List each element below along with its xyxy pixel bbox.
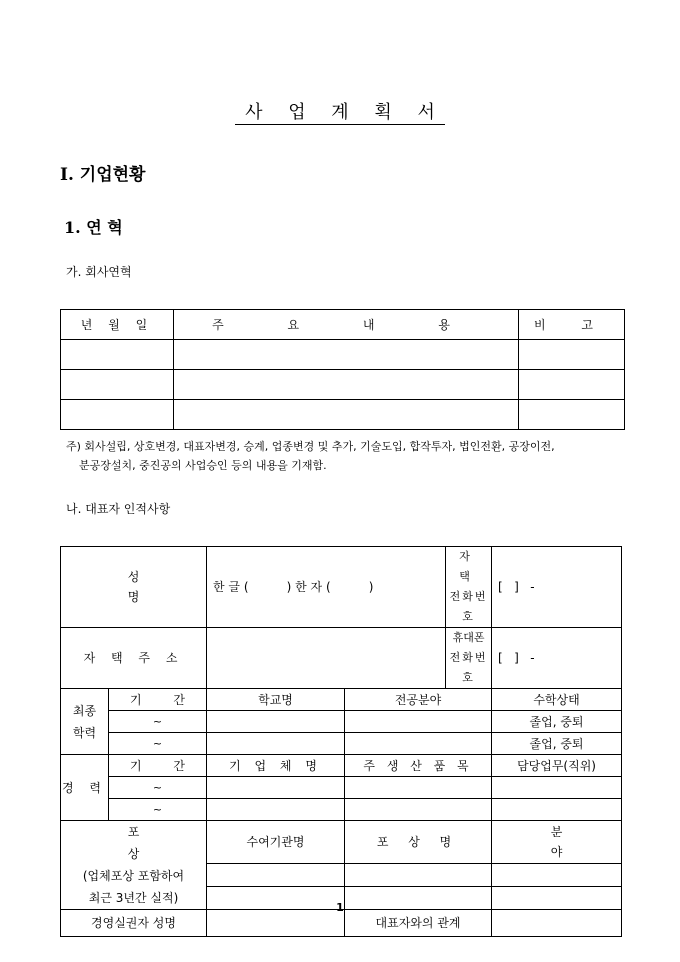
award-org-label: 수여기관명 — [207, 821, 345, 864]
table-row — [61, 400, 625, 430]
home-phone-label-1: 자 택 — [459, 550, 478, 583]
career-header-row — [61, 755, 622, 777]
education-header-row — [61, 689, 622, 711]
award-header-row — [61, 821, 622, 864]
period-field[interactable]: ~ — [109, 799, 207, 821]
table-header-row — [61, 310, 625, 340]
graduation-status[interactable]: 졸업, 중퇴 — [492, 711, 622, 733]
company-field[interactable] — [207, 777, 345, 799]
home-phone-field[interactable]: [ ] - — [492, 547, 622, 628]
mobile-label — [446, 628, 492, 689]
school-label: 학교명 — [207, 689, 345, 711]
remarks-cell[interactable] — [519, 370, 625, 400]
home-phone-label-2: 전화번호 — [449, 590, 488, 623]
award-name-field[interactable] — [345, 863, 492, 886]
document-title — [0, 98, 680, 124]
remarks-cell[interactable] — [519, 340, 625, 370]
mobile-field[interactable]: [ ] - — [492, 628, 622, 689]
content-cell[interactable] — [174, 370, 519, 400]
major-label: 전공분야 — [345, 689, 492, 711]
period-field[interactable]: ~ — [109, 733, 207, 755]
table-row — [61, 370, 625, 400]
career-period-label: 기 간 — [109, 755, 207, 777]
address-label: 자 택 주 소 — [61, 628, 207, 689]
relation-label: 대표자와의 관계 — [345, 910, 492, 937]
document-title-text: 사 업 계 획 서 — [235, 102, 445, 125]
table-row — [61, 777, 622, 799]
graduation-status[interactable]: 졸업, 중퇴 — [492, 733, 622, 755]
school-field[interactable] — [207, 733, 345, 755]
section-heading-company-status: Ⅰ. 기업현황 — [60, 165, 146, 185]
award-label — [61, 821, 207, 910]
award-category-field[interactable] — [492, 863, 622, 886]
duty-label: 담당업무(직위) — [492, 755, 622, 777]
name-label: 성 명 — [61, 547, 207, 628]
award-field-label: 분 야 — [492, 821, 622, 864]
table-row — [61, 733, 622, 755]
table-row — [61, 711, 622, 733]
education-period-label: 기 간 — [109, 689, 207, 711]
main-product-label: 주 생 산 품 목 — [345, 755, 492, 777]
duty-field[interactable] — [492, 777, 622, 799]
note-line: 분공장설치, 중진공의 사업승인 등의 내용을 기재함. — [79, 459, 327, 472]
major-field[interactable] — [345, 711, 492, 733]
address-field[interactable] — [207, 628, 446, 689]
product-field[interactable] — [345, 799, 492, 821]
manager-label: 경영실권자 성명 — [61, 910, 207, 937]
mobile-label-1: 휴대폰 — [452, 631, 485, 644]
school-field[interactable] — [207, 711, 345, 733]
representative-info-table — [60, 546, 622, 937]
company-name-label: 기 업 체 명 — [207, 755, 345, 777]
content-cell[interactable] — [174, 400, 519, 430]
subsection-representative: 나. 대표자 인적사항 — [66, 502, 171, 516]
note-line: 주) 회사설립, 상호변경, 대표자변경, 승계, 업종변경 및 추가, 기술도입, 합작투자, 법인전환, 공장이전, — [66, 440, 555, 453]
education-label: 최종 학력 — [61, 689, 109, 755]
date-cell[interactable] — [61, 400, 174, 430]
career-label: 경 력 — [61, 755, 109, 821]
remarks-cell[interactable] — [519, 400, 625, 430]
header-date: 년 월 일 — [61, 310, 174, 340]
duty-field[interactable] — [492, 799, 622, 821]
subsection-company-history: 가. 회사연혁 — [66, 265, 132, 279]
home-phone-label — [446, 547, 492, 628]
mobile-label-2: 전화번호 — [449, 651, 488, 684]
award-label-2: (업체포상 포함하여 — [82, 869, 185, 883]
history-note — [66, 437, 636, 475]
section-heading-history: 1. 연 혁 — [64, 218, 123, 237]
period-field[interactable]: ~ — [109, 711, 207, 733]
major-field[interactable] — [345, 733, 492, 755]
date-cell[interactable] — [61, 340, 174, 370]
company-field[interactable] — [207, 799, 345, 821]
study-status-label: 수학상태 — [492, 689, 622, 711]
company-history-table — [60, 309, 625, 430]
header-remarks: 비 고 — [519, 310, 625, 340]
name-row — [61, 547, 622, 628]
period-field[interactable]: ~ — [109, 777, 207, 799]
address-row — [61, 628, 622, 689]
content-cell[interactable] — [174, 340, 519, 370]
table-row — [61, 340, 625, 370]
table-row — [61, 799, 622, 821]
award-name-label: 포 상 명 — [345, 821, 492, 864]
award-label-3: 최근 3년간 실적) — [88, 891, 179, 905]
product-field[interactable] — [345, 777, 492, 799]
page-number: 1 — [336, 901, 344, 914]
award-org-field[interactable] — [207, 863, 345, 886]
name-field[interactable]: 한 글 ( ) 한 자 ( ) — [207, 547, 446, 628]
header-main-content: 주 요 내 용 — [174, 310, 519, 340]
date-cell[interactable] — [61, 370, 174, 400]
award-label-1: 포 상 — [127, 825, 170, 861]
